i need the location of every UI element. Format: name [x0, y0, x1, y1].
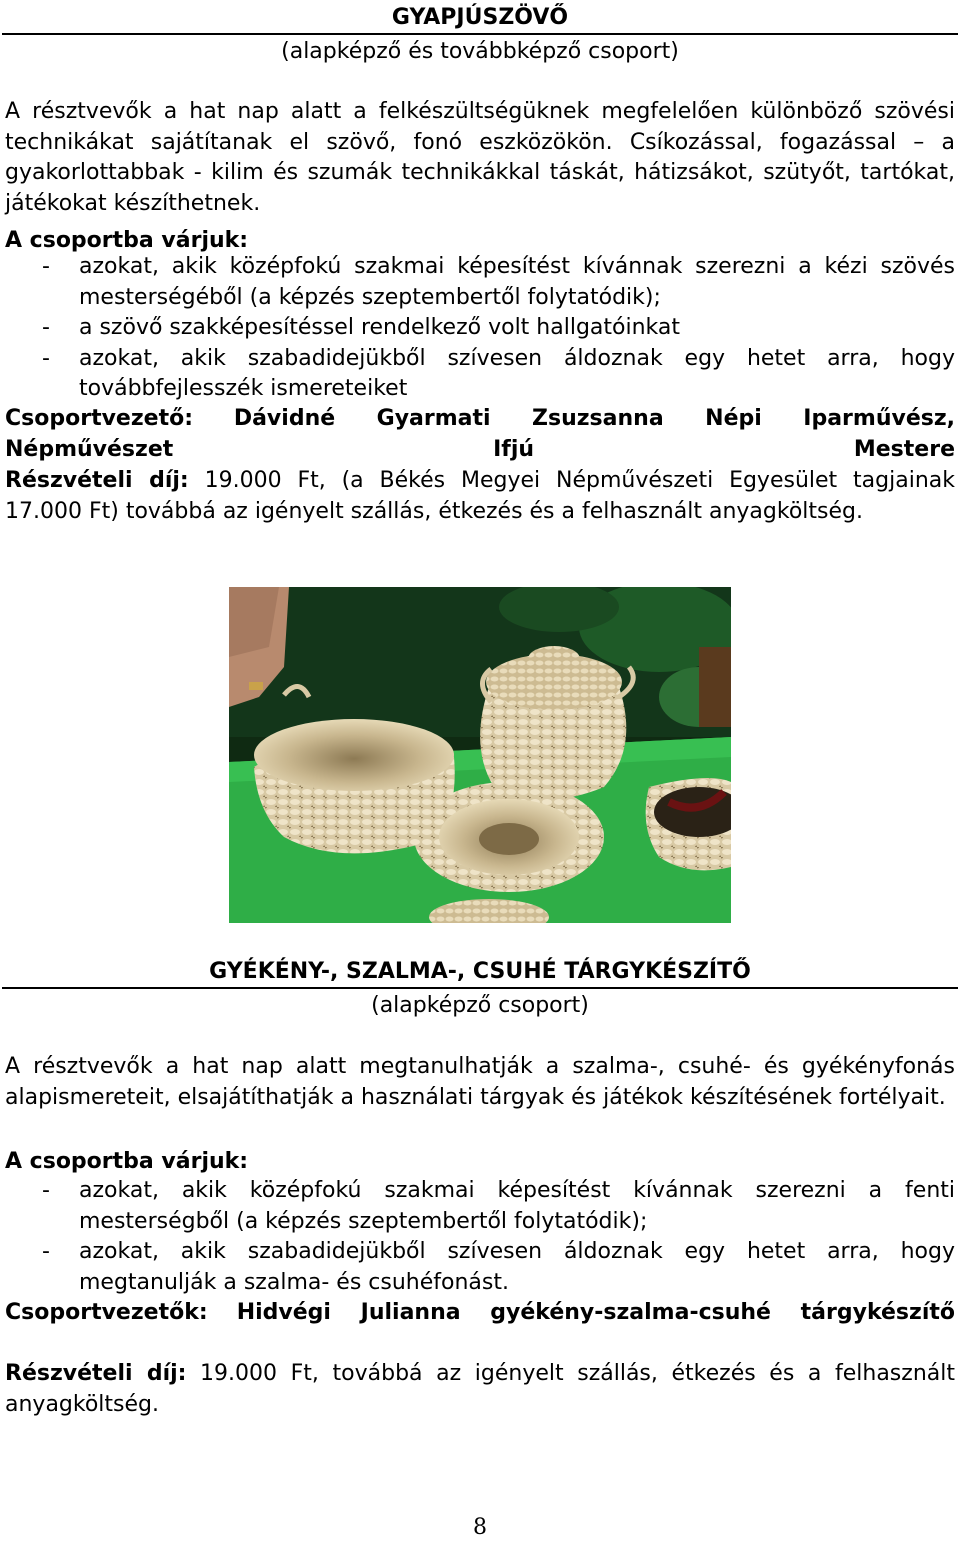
fee-line — [5, 1359, 955, 1420]
dash-marker: - — [42, 315, 50, 341]
leader-line — [5, 1298, 955, 1329]
list-item — [5, 1176, 955, 1237]
leader-line — [5, 404, 955, 465]
woven-baskets-photo — [229, 587, 731, 923]
fee-label: Részvételi díj: — [5, 1361, 187, 1386]
section-intro — [5, 1052, 955, 1113]
intro-text: A résztvevők a hat nap alatt megtanulhatják a szalma-, csuhé- és gyékényfonás alapismereteit, elsajátíthatják a használati tárgyak és játékok készítésének fortélyait. — [5, 1054, 955, 1110]
expect-list — [5, 252, 955, 405]
leader-label: Csoportvezető: — [5, 406, 193, 431]
list-item-text: azokat, akik szabadidejükből szívesen áldoznak egy hetet arra, hogy megtanulják a szalma- és csuhéfonást. — [79, 1239, 955, 1295]
list-item — [5, 1237, 955, 1298]
dash-marker: - — [42, 254, 50, 279]
section-intro — [5, 97, 955, 219]
title-rule — [2, 33, 958, 35]
list-item — [5, 313, 955, 344]
dash-marker: - — [42, 345, 50, 371]
section-title-gyapjuszovo: GYAPJÚSZÖVŐ — [391, 5, 569, 30]
fee-value: 19.000 Ft, (a Békés Megyei Népművészeti Egyesület tagjainak 17.000 Ft) továbbá az igényelt szállás, étkezés és a felhasznált anyagköltség. — [5, 468, 955, 524]
fee-label: Részvételi díj: — [5, 468, 189, 493]
list-item-text: a szövő szakképesítéssel rendelkező volt hallgatóinkat — [79, 315, 680, 341]
intro-text: A résztvevők a hat nap alatt a felkészültségüknek megfelelően különböző szövési technikákat sajátítanak el szövő, fonó eszközökön. Csíkozással, fogazással – a gyakorlottabbak - kilim és szumák technikákkal táskát, hátizsákot, szütyőt, tartókat, játékokat készíthetnek. — [5, 99, 955, 216]
expect-heading: A csoportba várjuk: — [5, 1149, 249, 1174]
leader-value: Dávidné Gyarmati Zsuzsanna Népi Iparművész, Népművészet Ifjú Mestere — [5, 406, 955, 462]
list-item — [5, 252, 955, 313]
expect-list — [5, 1176, 955, 1298]
fee-line — [5, 466, 955, 527]
section-subtitle: (alapképző és továbbképző csoport) — [281, 39, 679, 64]
section-title-gyekeny: GYÉKÉNY-, SZALMA-, CSUHÉ TÁRGYKÉSZÍTŐ — [209, 959, 751, 984]
title-rule — [2, 987, 958, 989]
expect-heading: A csoportba várjuk: — [5, 228, 249, 253]
dash-marker: - — [42, 1178, 50, 1203]
dash-marker: - — [42, 1239, 50, 1265]
leader-label: Csoportvezetők: — [5, 1300, 208, 1325]
list-item-text: azokat, akik középfokú szakmai képesítést kívánnak szerezni a fenti mesterségből (a képzés szeptembertől folytatódik); — [79, 1178, 955, 1234]
leader-value: Hidvégi Julianna gyékény-szalma-csuhé tárgykészítő — [236, 1300, 955, 1325]
baskets-illustration — [229, 587, 731, 923]
section-subtitle: (alapképző csoport) — [371, 993, 589, 1018]
list-item-text: azokat, akik középfokú szakmai képesítést kívánnak szerezni a kézi szövés mesterségéből (a képzés szeptembertől folytatódik); — [79, 254, 955, 310]
fee-value: 19.000 Ft, továbbá az igényelt szállás, étkezés és a felhasznált anyagköltség. — [5, 1361, 955, 1417]
list-item-text: azokat, akik szabadidejükből szívesen áldoznak egy hetet arra, hogy továbbfejlesszék ismereteiket — [79, 345, 955, 402]
page-number: 8 — [473, 1515, 487, 1540]
list-item — [5, 344, 955, 405]
